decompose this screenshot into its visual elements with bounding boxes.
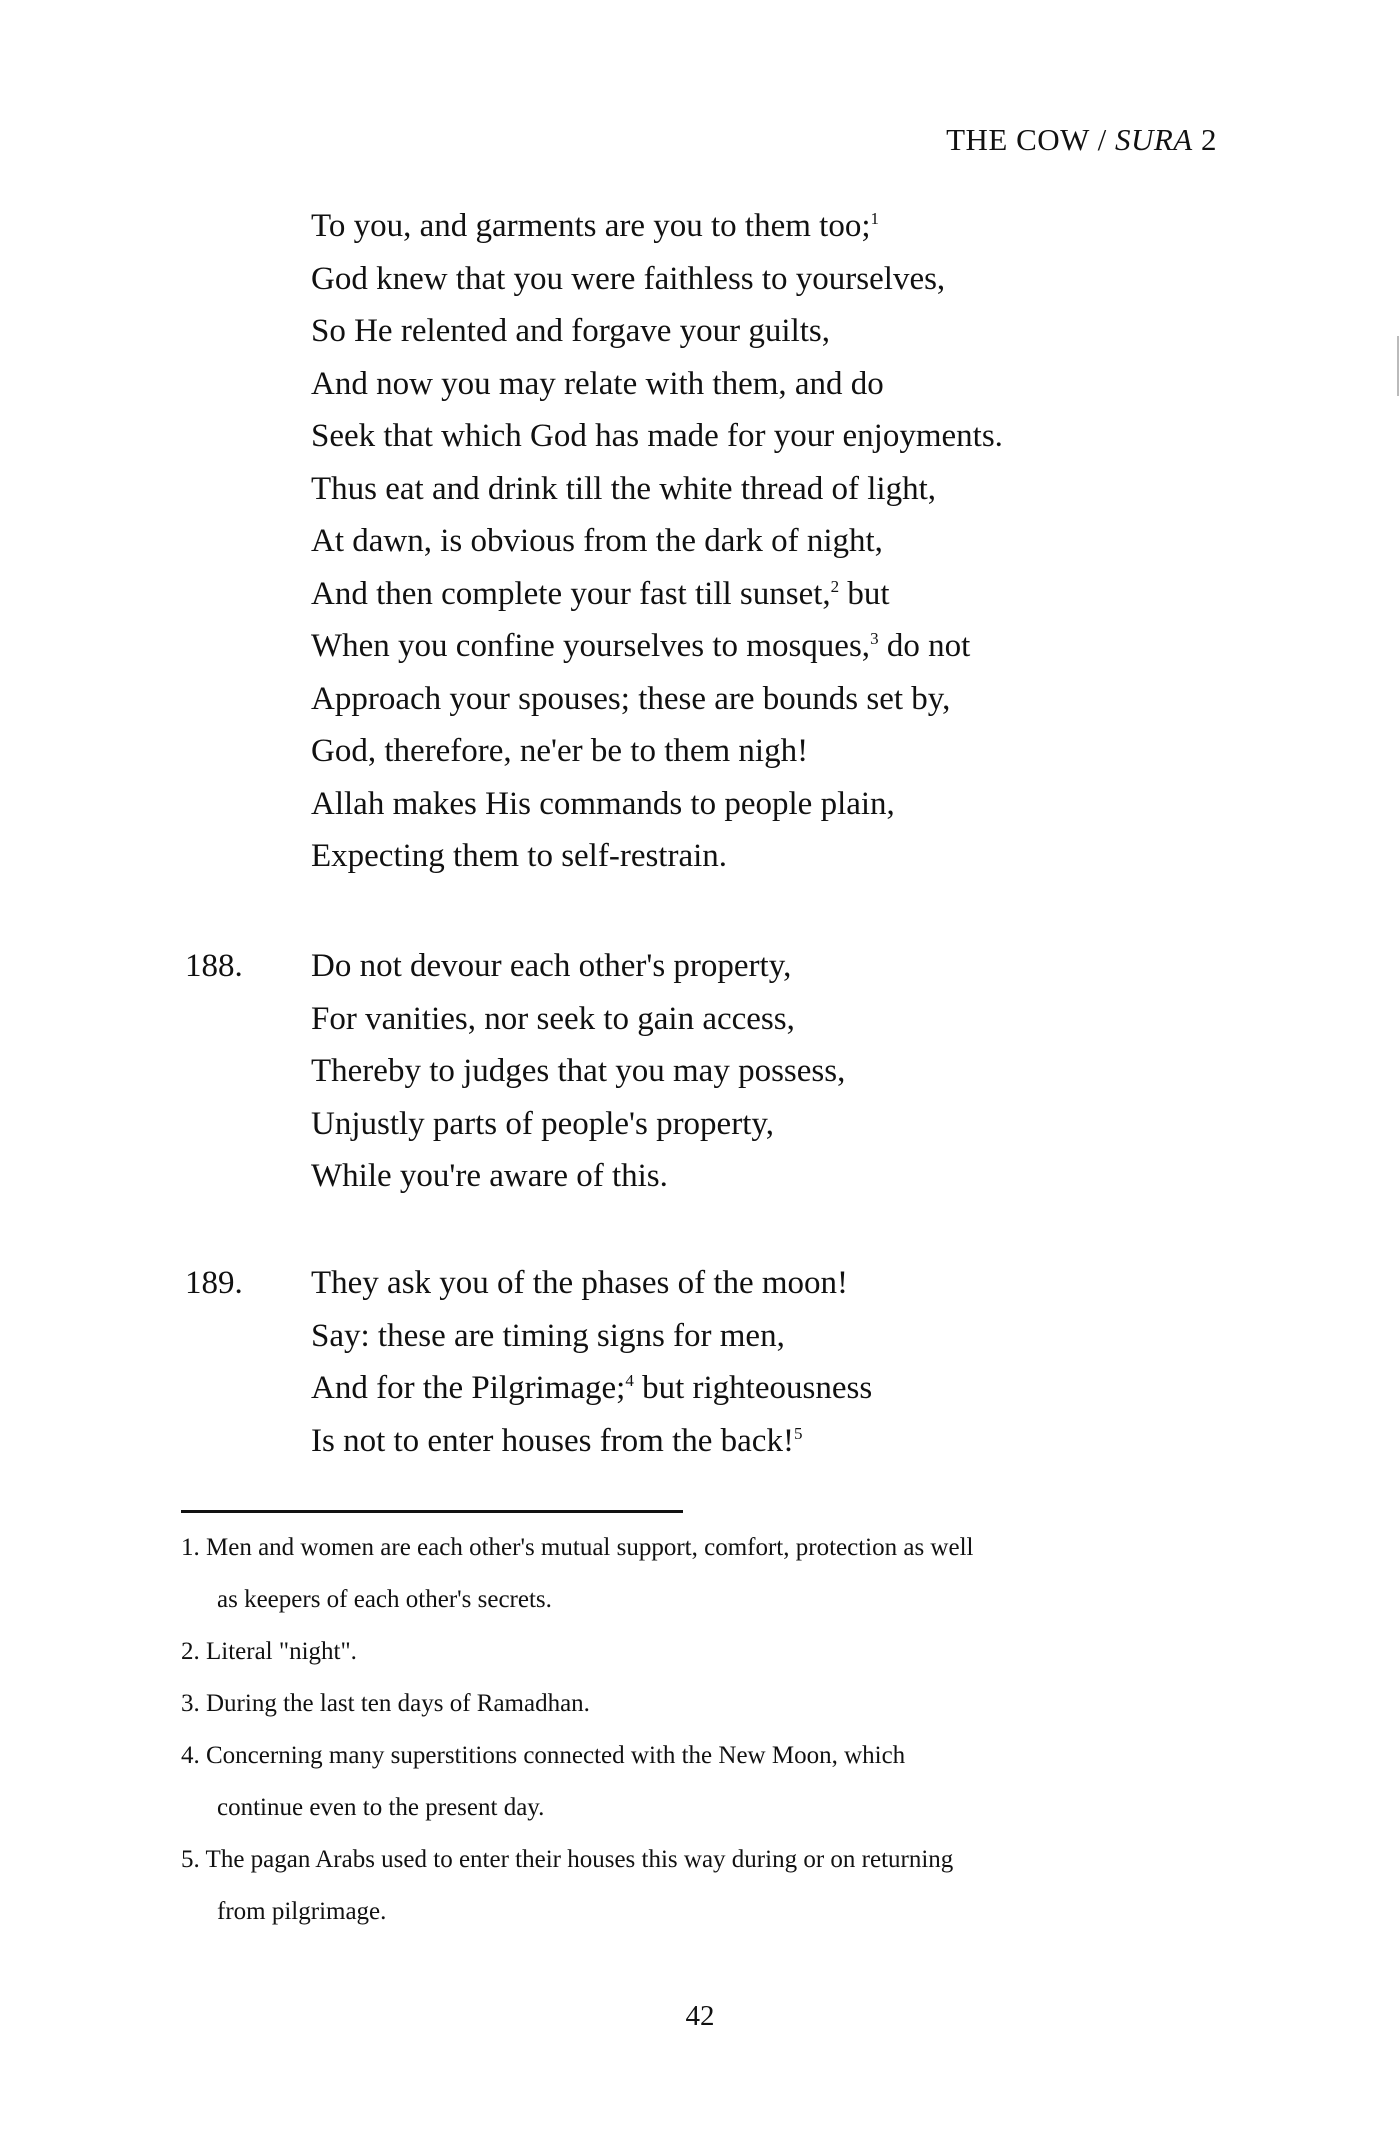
verse-line	[311, 731, 808, 771]
verse-line	[311, 1263, 848, 1303]
verse-line	[311, 574, 890, 614]
verse-line-text: And for the Pilgrimage;	[311, 1370, 626, 1406]
verse-line	[311, 946, 791, 986]
header-sura-label: SURA	[1114, 122, 1193, 157]
verse-line-text: Do not devour each other's property,	[311, 948, 792, 984]
verse-line-text: God, therefore, ne'er be to them nigh!	[311, 733, 809, 769]
running-header	[946, 122, 1217, 158]
footnote-ref: 1	[870, 209, 879, 228]
verse-line	[311, 679, 950, 719]
footnote: 1. Men and women are each other's mutual support, comfort, protection as well	[181, 1534, 974, 1561]
header-sura-number: 2	[1192, 122, 1217, 157]
verse-line-text: Is not to enter houses from the back!	[311, 1422, 794, 1459]
verse-number: 188.	[185, 948, 243, 984]
verse-line	[311, 1421, 802, 1461]
verse-line-text: They ask you of the phases of the moon!	[311, 1265, 849, 1301]
verse-line	[311, 311, 830, 351]
footnote-ref: 2	[830, 576, 840, 596]
verse-line-text: Seek that which God has made for your enjoyments.	[311, 418, 1003, 454]
footnote-continuation: from pilgrimage.	[217, 1898, 387, 1925]
verse-line-text: Say: these are timing signs for men,	[311, 1317, 785, 1354]
verse-line	[311, 259, 945, 299]
verse-line-text: God knew that you were faithless to yourselves,	[311, 260, 946, 297]
footnote: 4. Concerning many superstitions connected with the New Moon, which	[181, 1742, 906, 1769]
verse-line	[311, 784, 895, 824]
verse-line	[311, 999, 795, 1039]
footnote-continuation: continue even to the present day.	[217, 1794, 545, 1821]
verse-line	[311, 206, 879, 246]
verse-line	[311, 364, 884, 404]
verse-line-text-after: but	[839, 575, 890, 612]
verse-line-text: At dawn, is obvious from the dark of night,	[311, 523, 883, 559]
verse-line	[311, 1316, 785, 1356]
verse-line-text: Allah makes His commands to people plain,	[311, 785, 895, 822]
verse-line	[311, 836, 727, 876]
verse-line	[311, 469, 936, 509]
verse-line-text: Unjustly parts of people's property,	[311, 1105, 774, 1142]
verse-line	[311, 1368, 872, 1408]
verse-line-text: Thus eat and drink till the white thread of light,	[311, 470, 937, 507]
footnote-ref: 4	[625, 1371, 634, 1390]
footnote-ref: 5	[793, 1423, 803, 1443]
verse-line-text: When you confine yourselves to mosques,	[311, 628, 871, 664]
verse-line-text: And then complete your fast till sunset,	[311, 575, 831, 612]
verse-line-text: For vanities, nor seek to gain access,	[311, 1000, 795, 1037]
verse-line-text: Approach your spouses; these are bounds set by,	[311, 680, 951, 717]
verse-number: 189.	[185, 1265, 243, 1301]
footnote-ref: 3	[870, 629, 879, 648]
page-number: 42	[685, 2000, 715, 2032]
scan-artifact	[1397, 336, 1399, 396]
verse-line	[311, 626, 970, 666]
verse-line-text-after: do not	[878, 628, 971, 664]
verse-line-text-after: but righteousness	[633, 1370, 873, 1406]
footnote: 3. During the last ten days of Ramadhan.	[181, 1690, 590, 1717]
verse-line	[311, 1104, 774, 1144]
verse-line-text: And now you may relate with them, and do	[311, 365, 884, 402]
verse-line-text: So He relented and forgave your guilts,	[311, 313, 831, 349]
verse-line-text: While you're aware of this.	[311, 1158, 668, 1194]
verse-line-text: Expecting them to self-restrain.	[311, 838, 728, 874]
footnote-continuation: as keepers of each other's secrets.	[217, 1586, 552, 1613]
verse-line-text: Thereby to judges that you may possess,	[311, 1053, 846, 1089]
footnote: 2. Literal "night".	[181, 1638, 357, 1665]
verse-line	[311, 1051, 845, 1091]
verse-line	[311, 1156, 668, 1196]
verse-line	[311, 521, 883, 561]
header-title: THE COW /	[946, 122, 1115, 157]
verse-line	[311, 416, 1003, 456]
footnote: 5. The pagan Arabs used to enter their houses this way during or on returning	[181, 1846, 954, 1873]
footnote-divider	[181, 1510, 683, 1513]
verse-line-text: To you, and garments are you to them too;	[311, 208, 871, 244]
